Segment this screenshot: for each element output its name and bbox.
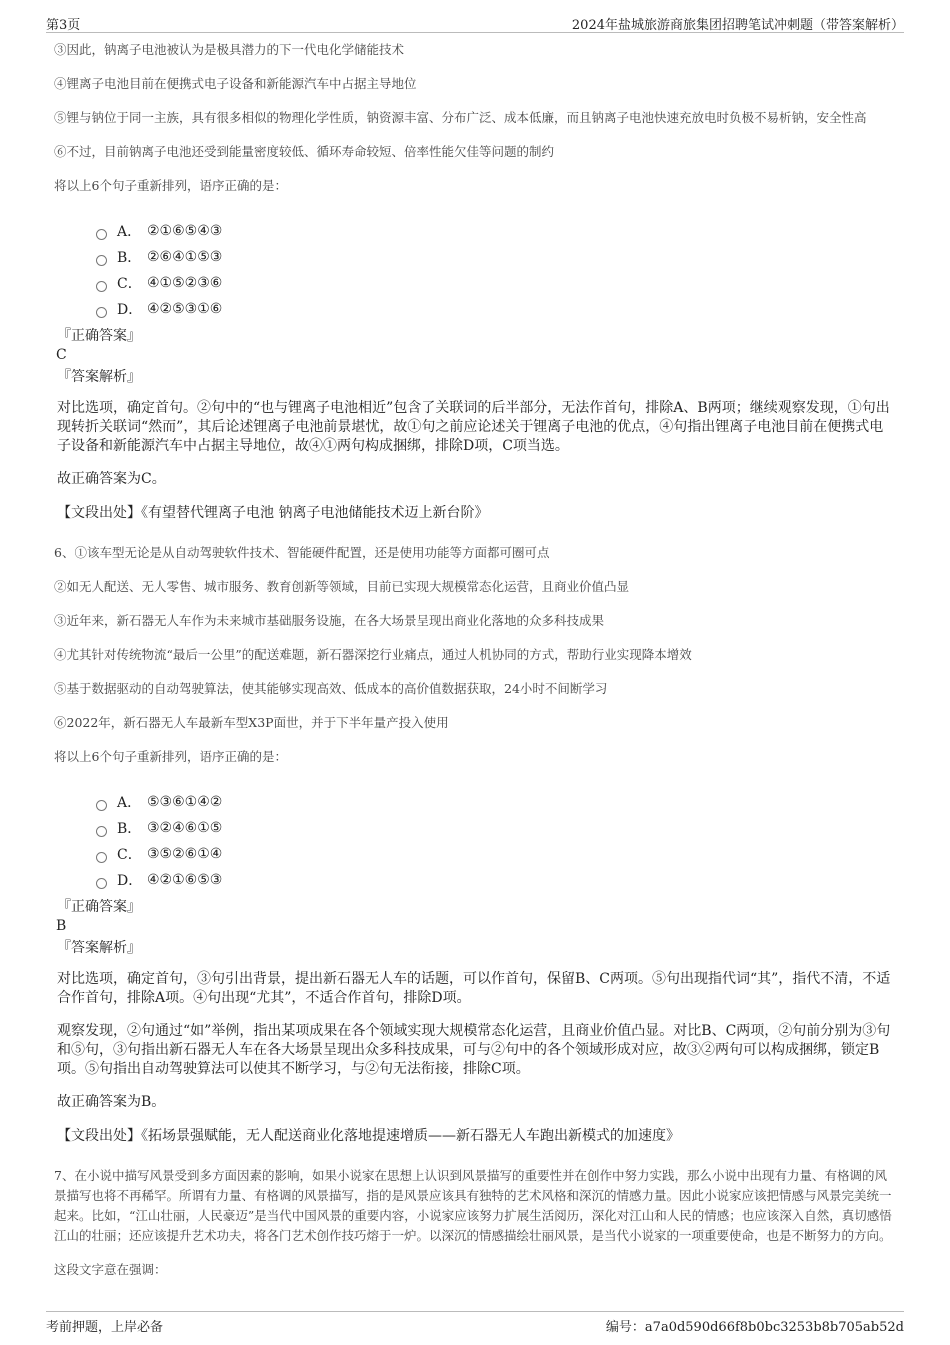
main-content bbox=[54, 40, 894, 1280]
option-letter: C． bbox=[117, 276, 142, 292]
q6-option-b[interactable] bbox=[96, 815, 894, 841]
q5-answer-value: C bbox=[56, 347, 67, 363]
q5-option-d[interactable] bbox=[96, 296, 894, 322]
q6-option-a[interactable] bbox=[96, 789, 894, 815]
q5-sentence-5: ⑤锂与钠位于同一主族，具有很多相似的物理化学性质，钠资源丰富、分布广泛、成本低廉，而且钠离子电池快速充放电时负极不易析钠，安全性高 bbox=[54, 110, 867, 125]
radio-icon[interactable] bbox=[96, 826, 107, 837]
q6-answer-label: 『正确答案』 bbox=[57, 899, 141, 915]
q5-answer-label: 『正确答案』 bbox=[57, 328, 141, 344]
q6-prompt: 将以上6个句子重新排列，语序正确的是： bbox=[54, 749, 287, 764]
option-text: ④②①⑥⑤③ bbox=[147, 872, 223, 888]
q6-option-c[interactable] bbox=[96, 841, 894, 867]
q6-sentence-4: ④尤其针对传统物流“最后一公里”的配送难题，新石器深挖行业痛点，通过人机协同的方式，帮助行业实现降本增效 bbox=[54, 647, 692, 662]
q6-sentence-2: ②如无人配送、无人零售、城市服务、教育创新等领域，目前已实现大规模常态化运营，且商业价值凸显 bbox=[54, 579, 630, 594]
q5-analysis-paragraph: 对比选项，确定首句。②句中的“也与锂离子电池相近”包含了关联词的后半部分，无法作首句，排除A、B两项；继续观察发现，①句出现转折关联词“然而”，其后论述锂离子电池前景堪忧，故①句之前应论述关于锂离子电池的优点，④句指出锂离子电池目前在便携式电子设备和新能源汽车中占据主导地位，故④①两句构成捆绑，排除D项，C项当选。 bbox=[57, 400, 890, 454]
q7-prompt: 这段文字意在强调： bbox=[54, 1262, 167, 1277]
radio-icon[interactable] bbox=[96, 255, 107, 266]
radio-icon[interactable] bbox=[96, 852, 107, 863]
q5-option-c[interactable] bbox=[96, 270, 894, 296]
option-text: ④②⑤③①⑥ bbox=[147, 301, 223, 317]
option-letter: D． bbox=[117, 302, 143, 318]
option-text: ③⑤②⑥①④ bbox=[147, 846, 223, 862]
option-text: ③②④⑥①⑤ bbox=[147, 820, 223, 836]
radio-icon[interactable] bbox=[96, 229, 107, 240]
q5-sentence-6: ⑥不过，目前钠离子电池还受到能量密度较低、循环寿命较短、倍率性能欠佳等问题的制约 bbox=[54, 144, 555, 159]
option-letter: A． bbox=[117, 795, 142, 811]
option-letter: C． bbox=[117, 847, 142, 863]
radio-icon[interactable] bbox=[96, 281, 107, 292]
radio-icon[interactable] bbox=[96, 307, 107, 318]
q5-sentence-4: ④锂离子电池目前在便携式电子设备和新能源汽车中占据主导地位 bbox=[54, 76, 417, 91]
q7-passage: 7、在小说中描写风景受到多方面因素的影响，如果小说家在思想上认识到风景描写的重要性并在创作中努力实践，那么小说中出现有力量、有格调的风景描写也将不再稀罕。所谓有力量、有格调的风景描写，指的是风景应该具有独特的艺术风格和深沉的情感力量。因此小说家应该把情感与风景完美统一起来。比如，“江山壮丽，人民豪迈”是当代中国风景的重要内容，小说家应该努力扩展生活阅历，深化对江山和人民的情感；也应该深入自然，真切感悟江山的壮丽；还应该提升艺术功夫，将各门艺术创作技巧熔于一炉。以深沉的情感描绘壮丽风景，是当代小说家的一项重要使命，也是不断努力的方向。 bbox=[54, 1168, 892, 1243]
footer-slogan: 考前押题，上岸必备 bbox=[46, 1320, 164, 1335]
option-text: ⑤③⑥①④② bbox=[147, 794, 223, 810]
page-header bbox=[46, 12, 904, 33]
q6-analysis-paragraph-1: 对比选项，确定首句，③句引出背景，提出新石器无人车的话题，可以作首句，保留B、C两项。⑤句出现指代词“其”，指代不清，不适合作首句，排除A项。④句出现“尤其”，不适合作首句，排除D项。 bbox=[57, 971, 891, 1006]
page-footer bbox=[46, 1311, 904, 1336]
q6-sentence-3: ③近年来，新石器无人车作为未来城市基础服务设施，在各大场景呈现出商业化落地的众多科技成果 bbox=[54, 613, 605, 628]
q6-analysis-conclusion: 故正确答案为B。 bbox=[57, 1094, 166, 1110]
q5-analysis-label: 『答案解析』 bbox=[57, 369, 141, 385]
q6-source: 【文段出处】《拓场景强赋能，无人配送商业化落地提速增质——新石器无人车跑出新模式的加速度》 bbox=[57, 1128, 680, 1144]
radio-icon[interactable] bbox=[96, 878, 107, 889]
q6-analysis-paragraph-2: 观察发现，②句通过“如”举例，指出某项成果在各个领域实现大规模常态化运营，且商业价值凸显。对比B、C两项，②句前分别为③句和⑤句，③句指出新石器无人车在各大场景呈现出众多科技成果，可与②句中的各个领域形成对应，故③②两句可以构成捆绑，锁定B项。⑤句指出自动驾驶算法可以使其不断学习，与②句无法衔接，排除C项。 bbox=[57, 1023, 891, 1077]
option-letter: B． bbox=[117, 250, 142, 266]
q5-option-a[interactable] bbox=[96, 218, 894, 244]
option-text: ④①⑤②③⑥ bbox=[147, 275, 223, 291]
document-title: 2024年盐城旅游商旅集团招聘笔试冲刺题（带答案解析） bbox=[571, 18, 904, 33]
q6-analysis-label: 『答案解析』 bbox=[57, 940, 141, 956]
q6-answer-value: B bbox=[56, 918, 67, 934]
q5-source: 【文段出处】《有望替代锂离子电池 钠离子电池储能技术迈上新台阶》 bbox=[57, 505, 489, 521]
radio-icon[interactable] bbox=[96, 800, 107, 811]
q6-options bbox=[96, 789, 894, 893]
option-letter: D． bbox=[117, 873, 143, 889]
q6-option-d[interactable] bbox=[96, 867, 894, 893]
option-text: ②⑥④①⑤③ bbox=[147, 249, 223, 265]
q6-sentence-1: 6、①该车型无论是从自动驾驶软件技术、智能硬件配置，还是使用功能等方面都可圈可点 bbox=[54, 545, 550, 560]
document-id: 编号：a7a0d590d66f8b0bc3253b8b705ab52d bbox=[605, 1320, 904, 1335]
page-number: 第3页 bbox=[46, 18, 81, 33]
q5-options bbox=[96, 218, 894, 322]
q6-sentence-6: ⑥2022年，新石器无人车最新车型X3P面世，并于下半年量产投入使用 bbox=[54, 715, 449, 730]
q5-analysis-conclusion: 故正确答案为C。 bbox=[57, 471, 166, 487]
option-text: ②①⑥⑤④③ bbox=[147, 223, 223, 239]
option-letter: A． bbox=[117, 224, 142, 240]
q5-sentence-3: ③因此，钠离子电池被认为是极具潜力的下一代电化学储能技术 bbox=[54, 42, 405, 57]
option-letter: B． bbox=[117, 821, 142, 837]
q5-option-b[interactable] bbox=[96, 244, 894, 270]
q6-sentence-5: ⑤基于数据驱动的自动驾驶算法，使其能够实现高效、低成本的高价值数据获取，24小时不间断学习 bbox=[54, 681, 608, 696]
q5-prompt: 将以上6个句子重新排列，语序正确的是： bbox=[54, 178, 287, 193]
